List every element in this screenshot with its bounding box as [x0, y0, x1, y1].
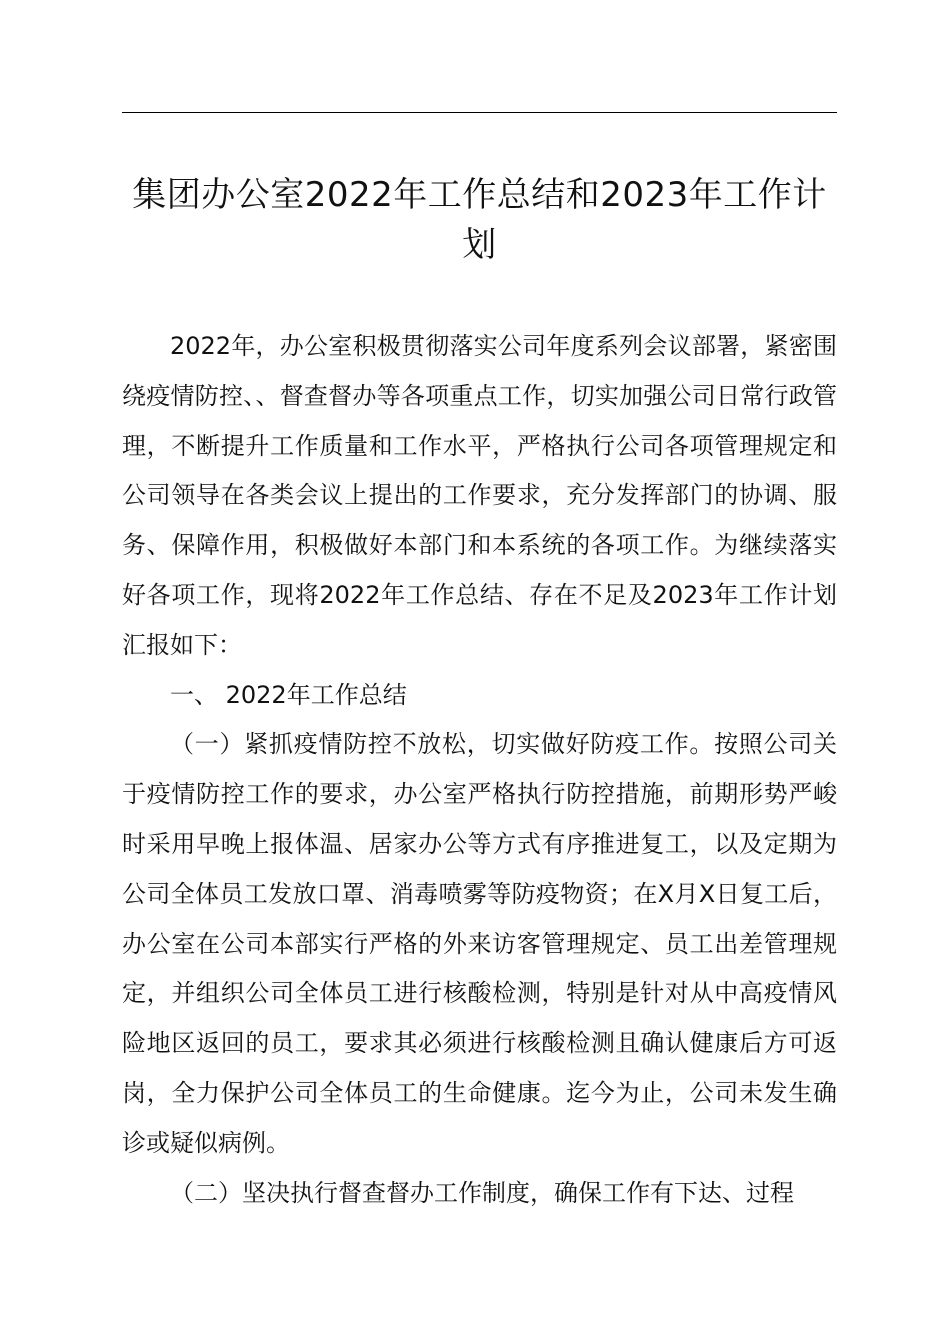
section-paragraph-2: （二）坚决执行督查督办工作制度，确保工作有下达、过程 — [170, 1178, 794, 1207]
header-rule — [122, 112, 837, 113]
section-heading: 一、 2022年工作总结 — [170, 680, 407, 709]
document-title: 集团办公室2022年工作总结和2023年工作计划 — [132, 175, 827, 265]
document-body — [122, 322, 837, 1218]
section-paragraph-1: （一）紧抓疫情防控不放松，切实做好防疫工作。按照公司关于疫情防控工作的要求，办公室严格执行防控措施，前期形势严峻时采用早晚上报体温、居家办公等方式有序推进复工，以及定期为公司全体员工发放口罩、消毒喷雾等防疫物资；在X月X日复工后，办公室在公司本部实行严格的外来访客管理规定、员工出差管理规定，并组织公司全体员工进行核酸检测，特别是针对从中高疫情风险地区返回的员工，要求其必须进行核酸检测且确认健康后方可返岗，全力保护公司全体员工的生命健康。迄今为止，公司未发生确诊或疑似病例。 — [122, 730, 837, 1157]
intro-paragraph: 2022年，办公室积极贯彻落实公司年度系列会议部署，紧密围绕疫情防控、、督查督办等各项重点工作，切实加强公司日常行政管理，不断提升工作质量和工作水平，严格执行公司各项管理规定和公司领导在各类会议上提出的工作要求，充分发挥部门的协调、服务、保障作用，积极做好本部门和本系统的各项工作。为继续落实好各项工作，现将2022年工作总结、存在不足及2023年工作计划汇报如下： — [122, 332, 837, 659]
